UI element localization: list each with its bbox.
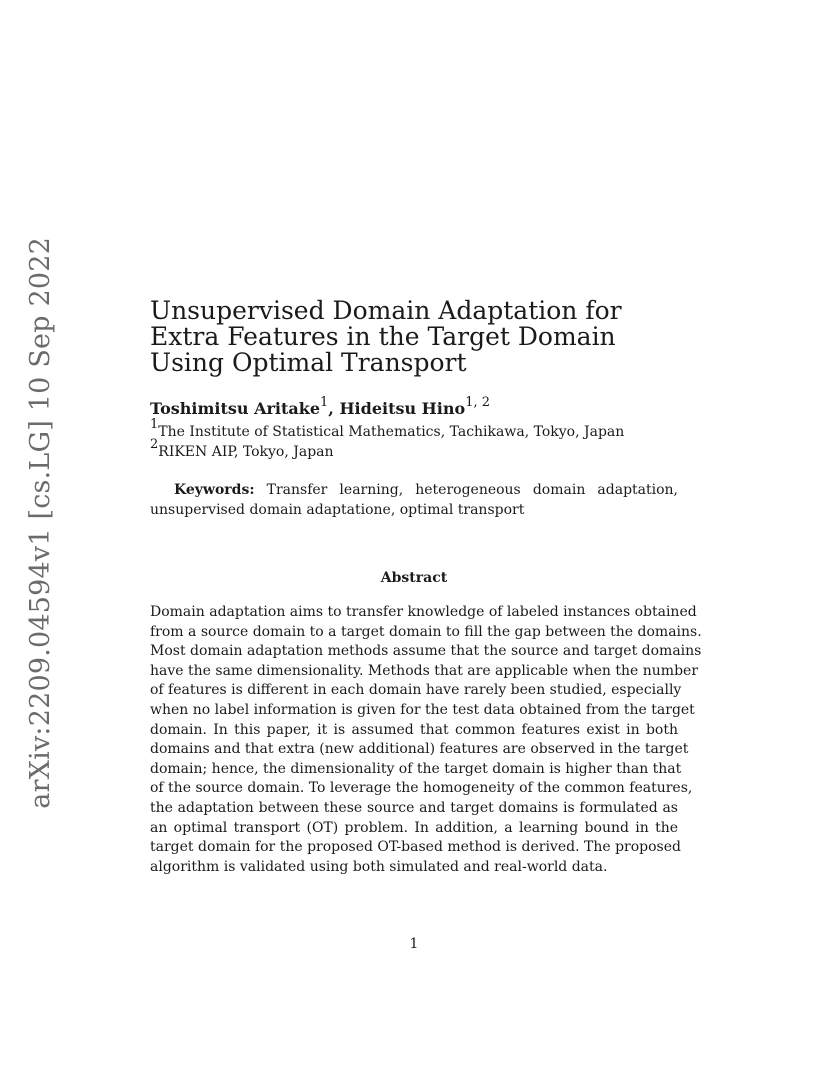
abstract-line: domain; hence, the dimensionality of the target domain is higher than that <box>150 760 682 777</box>
author-name: Toshimitsu Aritake <box>150 399 321 418</box>
title-line: Extra Features in the Target Domain <box>150 322 616 351</box>
keywords-label: Keywords: <box>174 482 255 498</box>
abstract-line: from a source domain to a target domain to fill the gap between the domains. <box>150 623 702 640</box>
title-line: Using Optimal Transport <box>150 348 467 377</box>
author-separator: , <box>328 399 340 418</box>
abstract-heading: Abstract <box>380 570 448 586</box>
paper-title <box>150 298 710 376</box>
abstract-line: of features is different in each domain have rarely been studied, especially <box>150 682 682 699</box>
author-name: Hideitsu Hino <box>339 399 466 418</box>
keywords-text: Transfer learning, heterogeneous domain adaptation, unsupervised domain adaptatione, optimal transport <box>150 482 679 518</box>
affiliation-marker: 1 <box>150 417 159 432</box>
abstract-line: algorithm is validated using both simulated and real-world data. <box>150 858 608 875</box>
abstract-line: Domain adaptation aims to transfer knowledge of labeled instances obtained <box>150 604 697 620</box>
abstract-line: of the source domain. To leverage the homogeneity of the common features, <box>150 780 693 797</box>
abstract-line: Most domain adaptation methods assume that the source and target domains <box>150 643 702 660</box>
author-affiliation-marker: 1 <box>320 395 329 410</box>
arxiv-identifier-text: arXiv:2209.04594v1 [cs.LG] 10 Sep 2022 <box>24 236 56 809</box>
abstract-line: domains and that extra (new additional) features are observed in the target <box>150 741 689 758</box>
affiliation-marker: 2 <box>150 437 159 452</box>
author-list <box>150 394 490 424</box>
abstract-line: target domain for the proposed OT-based method is derived. The proposed <box>150 839 681 856</box>
abstract-line: an optimal transport (OT) problem. In addition, a learning bound in the <box>150 819 678 836</box>
affiliation <box>150 437 334 462</box>
abstract-body <box>150 603 702 877</box>
abstract-line: when no label information is given for the test data obtained from the target <box>150 701 695 718</box>
affiliation-text: The Institute of Statistical Mathematics, Tachikawa, Tokyo, Japan <box>158 424 625 440</box>
page-number: 1 <box>409 936 419 952</box>
title-line: Unsupervised Domain Adaptation for <box>150 296 622 325</box>
affiliation <box>150 417 625 442</box>
affiliation-text: RIKEN AIP, Tokyo, Japan <box>158 444 334 460</box>
abstract-line: have the same dimensionality. Methods that are applicable when the number <box>150 662 699 679</box>
abstract-line: domain. In this paper, it is assumed that common features exist in both <box>150 721 678 738</box>
arxiv-identifier-stamp <box>17 236 63 809</box>
abstract-line: the adaptation between these source and target domains is formulated as <box>150 799 678 816</box>
keywords-block <box>150 481 678 520</box>
author-affiliation-marker: 1, 2 <box>465 395 490 410</box>
